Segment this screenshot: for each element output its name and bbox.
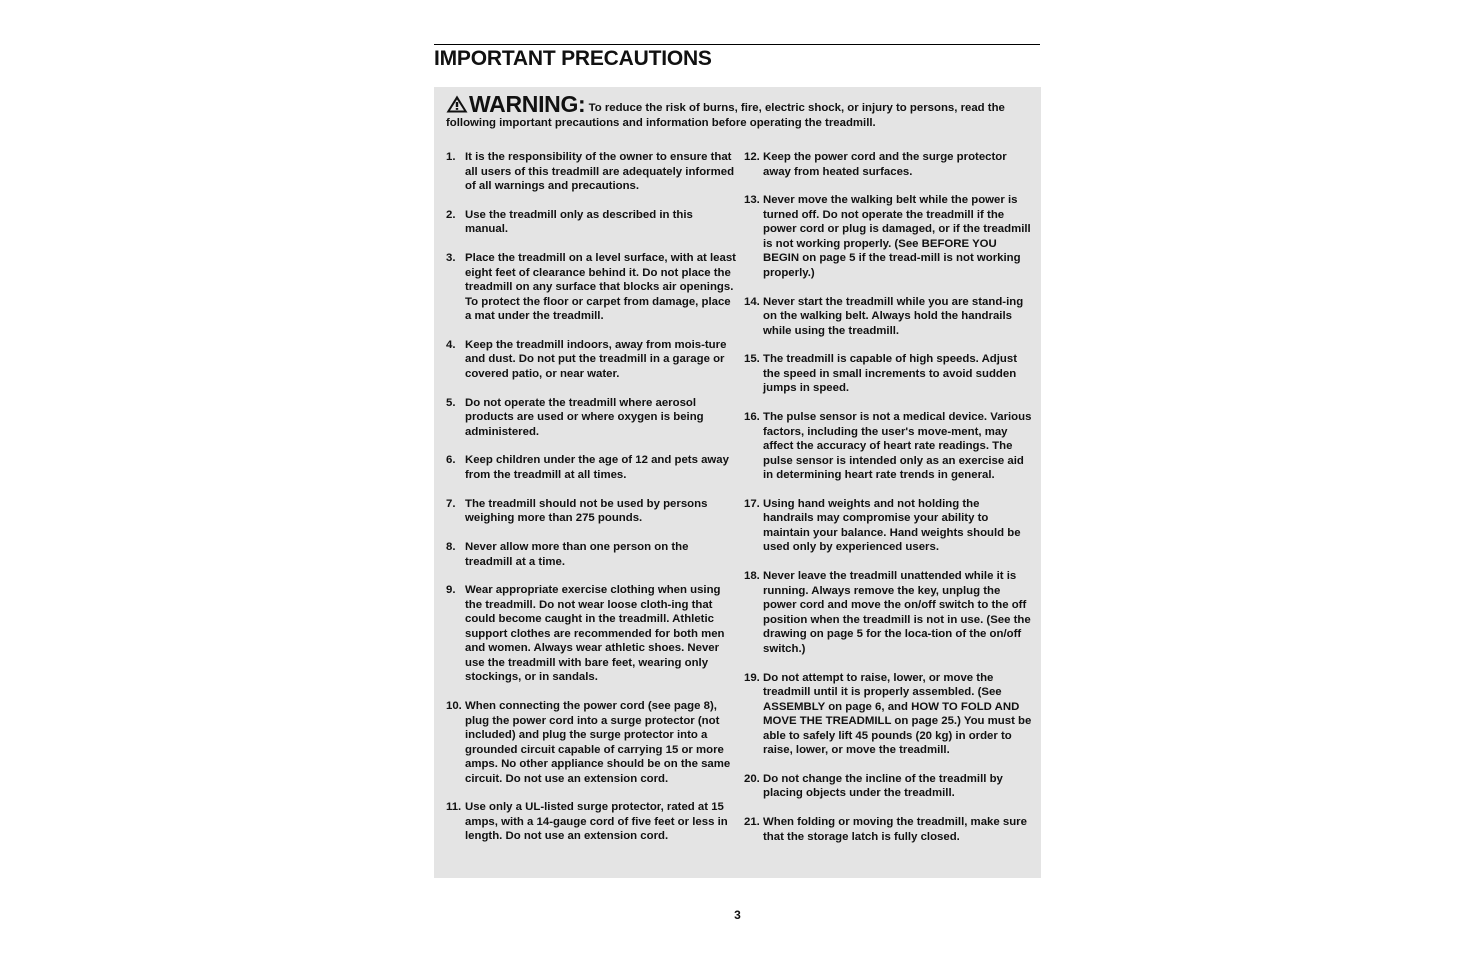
precaution-text: Never move the walking belt while the power is turned off. Do not operate the treadmill if the power cord or plug is damaged, or if the treadmill is not working properly. (See BEFORE YOU BEGIN on page 5 if the tread-mill is not working properly.) [763, 194, 1031, 279]
precaution-text: When connecting the power cord (see page 8), plug the power cord into a surge protector (not included) and plug the surge protector into a grounded circuit capable of carrying 15 or more amps. No other appliance should be on the same circuit. Do not use an extension cord. [465, 700, 731, 785]
precaution-text: Never allow more than one person on the treadmill at a time. [465, 541, 689, 568]
precaution-number: 12. [744, 151, 760, 163]
page-header [434, 44, 1041, 71]
precaution-item [446, 583, 736, 685]
precaution-item [744, 569, 1032, 656]
precaution-number: 7. [446, 497, 456, 510]
precaution-item [744, 410, 1032, 483]
precaution-number: 11. [446, 801, 462, 814]
precaution-item [446, 251, 736, 324]
precaution-number: 6. [446, 454, 456, 467]
warning-text: To reduce the risk of burns, fire, electric shock, or injury to persons, read the following important precautions and information before operating the treadmill. [446, 102, 1005, 129]
precautions-box [434, 87, 1041, 878]
warning-triangle-icon [446, 95, 468, 113]
precaution-number: 17. [744, 497, 760, 510]
precaution-text: Keep the treadmill indoors, away from mois-ture and dust. Do not put the treadmill in a garage or covered patio, or near water. [465, 338, 727, 380]
precautions-right-column [744, 150, 1032, 858]
precaution-item [744, 150, 1032, 179]
precaution-item [446, 150, 736, 194]
precaution-number: 9. [446, 584, 456, 597]
precaution-item [446, 338, 736, 382]
precaution-number: 15. [744, 353, 760, 366]
precaution-item [446, 208, 736, 237]
precaution-item [744, 352, 1032, 396]
precaution-number: 1. [446, 151, 456, 163]
precaution-text: Using hand weights and not holding the handrails may compromise your ability to maintain your balance. Hand weights should be used only by experienced users. [763, 497, 1021, 554]
precaution-number: 5. [446, 396, 456, 409]
page-number: 3 [734, 908, 741, 922]
precaution-text: Do not attempt to raise, lower, or move the treadmill until it is properly assembled. (See ASSEMBLY on page 6, and HOW TO FOLD AND MOVE THE TREADMILL on page 25.) You must be able to safely lift 45 pounds (20 kg) in order to raise, lower, or move the treadmill. [763, 671, 1032, 757]
precaution-number: 18. [744, 570, 760, 583]
page-title: IMPORTANT PRECAUTIONS [434, 47, 712, 70]
precaution-item [744, 295, 1032, 339]
precaution-text: Never start the treadmill while you are stand-ing on the walking belt. Always hold the handrails while using the treadmill. [763, 295, 1024, 337]
precaution-number: 4. [446, 338, 456, 351]
precaution-number: 8. [446, 541, 456, 554]
precaution-number: 3. [446, 252, 456, 265]
precaution-item [446, 699, 736, 786]
precaution-item [744, 497, 1032, 555]
precaution-text: When folding or moving the treadmill, make sure that the storage latch is fully closed. [763, 816, 1027, 843]
precaution-text: Wear appropriate exercise clothing when using the treadmill. Do not wear loose cloth-ing that could become caught in the treadmill. Athletic support clothes are recommended for both men and women. Always wear athletic shoes. Never use the treadmill with bare feet, wearing only stockings, or in sandals. [465, 584, 725, 684]
precaution-item [744, 671, 1032, 758]
precaution-text: Use the treadmill only as described in this manual. [465, 208, 693, 236]
precaution-text: Place the treadmill on a level surface, with at least eight feet of clearance behind it. Do not place the treadmill on any surface that blocks air openings. To protect the floor or carpet from damage, place a mat under the treadmill. [465, 252, 736, 323]
precaution-number: 14. [744, 295, 760, 308]
precaution-text: Use only a UL-listed surge protector, rated at 15 amps, with a 14-gauge cord of five feet or less in length. Do not use an extension cord. [465, 801, 728, 843]
precaution-item [446, 453, 736, 482]
precaution-number: 10. [446, 700, 462, 713]
precaution-item [744, 193, 1032, 280]
precaution-item [744, 815, 1032, 844]
precaution-item [744, 772, 1032, 801]
precaution-text: The treadmill should not be used by persons weighing more than 275 pounds. [465, 497, 708, 525]
precaution-text: The pulse sensor is not a medical device. Various factors, including the user's move-ment, may affect the accuracy of heart rate readings. The pulse sensor is intended only as an exercise aid in determining heart rate trends in general. [763, 411, 1032, 482]
precaution-number: 2. [446, 208, 456, 221]
precaution-text: It is the responsibility of the owner to ensure that all users of this treadmill are adequately informed of all warnings and precautions. [465, 151, 735, 192]
precaution-text: Keep children under the age of 12 and pets away from the treadmill at all times. [465, 454, 729, 481]
precaution-item [446, 396, 736, 440]
warning-statement [446, 91, 1036, 131]
precaution-text: Do not change the incline of the treadmill by placing objects under the treadmill. [763, 772, 1003, 800]
precautions-left-column [446, 150, 736, 858]
precaution-item [446, 540, 736, 569]
precaution-number: 16. [744, 411, 760, 424]
precaution-text: Do not operate the treadmill where aerosol products are used or where oxygen is being administered. [465, 396, 704, 438]
warning-label: WARNING: [469, 91, 586, 117]
precaution-item [446, 497, 736, 526]
precaution-text: Never leave the treadmill unattended while it is running. Always remove the key, unplug the power cord and move the on/off switch to the off position when the treadmill is not in use. (See the drawing on page 5 for the loca-tion of the on/off switch.) [763, 570, 1031, 655]
precaution-text: Keep the power cord and the surge protector away from heated surfaces. [763, 151, 1007, 178]
precaution-number: 13. [744, 194, 760, 207]
precaution-number: 19. [744, 671, 760, 684]
precaution-item [446, 800, 736, 844]
precaution-number: 21. [744, 816, 760, 829]
precaution-number: 20. [744, 772, 760, 785]
header-rule [434, 44, 1040, 45]
precaution-text: The treadmill is capable of high speeds. Adjust the speed in small increments to avoid sudden jumps in speed. [763, 353, 1018, 395]
